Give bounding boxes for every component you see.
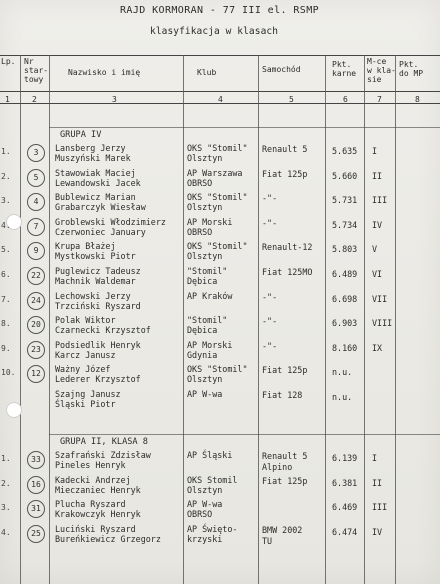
col-divider xyxy=(395,55,396,584)
row-lp: 3. xyxy=(1,503,11,513)
start-number-circle: 12 xyxy=(27,365,45,383)
class-place: I xyxy=(372,146,378,156)
header-pkt-mp: Pkt. do MP xyxy=(399,60,424,78)
driver-name: Podsiedlik Henryk xyxy=(55,339,141,350)
col-divider xyxy=(258,55,259,584)
club-name: "Stomil" xyxy=(187,266,228,276)
codriver-name: Mieczaniec Henryk xyxy=(55,484,141,495)
penalty-points: 5.734 xyxy=(332,219,358,230)
club-name: "Stomil" xyxy=(187,315,228,326)
header-klub: Klub xyxy=(197,68,217,77)
penalty-points: 6.489 xyxy=(332,269,358,279)
col-number: 5 xyxy=(289,95,294,104)
codriver-name: Lewandowski Jacek xyxy=(55,177,141,188)
class-place: II xyxy=(372,170,383,181)
codriver-name: Krakowczyk Henryk xyxy=(55,509,141,520)
driver-name: Lechowski Jerzy xyxy=(55,290,131,301)
header-car: Samochód xyxy=(262,65,301,74)
penalty-points: 5.803 xyxy=(332,244,358,255)
driver-name: Szafrański Zdzisław xyxy=(55,450,151,460)
codriver-name: Karcz Janusz xyxy=(55,349,116,360)
car-model: Fiat 128 xyxy=(262,390,303,400)
penalty-points: n.u. xyxy=(332,367,353,378)
col-number: 8 xyxy=(415,95,420,104)
car-model: -"- xyxy=(262,316,278,327)
header-name: Nazwisko i imię xyxy=(68,68,141,77)
col-divider xyxy=(325,55,326,584)
row-lp: 10. xyxy=(1,368,16,378)
car-model: Renault-12 xyxy=(262,242,313,253)
row-lp: 9. xyxy=(1,343,11,353)
table-top-border xyxy=(0,55,440,56)
club-name: OKS "Stomil" xyxy=(187,364,248,375)
car-model: -"- xyxy=(262,217,278,228)
start-number-circle: 20 xyxy=(27,316,45,334)
penalty-points: 6.381 xyxy=(332,477,358,488)
class-place: IX xyxy=(372,342,383,353)
start-number-circle: 25 xyxy=(27,525,45,543)
driver-name: Luciński Ryszard xyxy=(55,523,136,534)
start-number-circle: 3 xyxy=(27,144,45,162)
row-lp: 7. xyxy=(1,294,11,304)
start-number-circle: 9 xyxy=(27,242,45,260)
row-lp: 4. xyxy=(1,220,11,230)
header-pkt: Pkt. karne xyxy=(332,60,357,78)
car-model: -"- xyxy=(262,340,278,351)
car-model: Fiat 125p xyxy=(262,365,308,376)
start-number-circle: 4 xyxy=(27,193,45,211)
codriver-name: Śląski Piotr xyxy=(55,399,116,409)
penalty-points: 5.660 xyxy=(332,170,358,181)
codriver-name: Machnik Waldemar xyxy=(55,276,136,286)
header-mce: M-ce w kla- sie xyxy=(367,57,396,84)
group-heading: GRUPA II, KLASA 8 xyxy=(60,437,148,447)
club-name: AP Morski xyxy=(187,216,233,227)
driver-name: Puglewicz Tadeusz xyxy=(55,266,141,276)
col-number: 3 xyxy=(112,95,117,104)
club-city: Olsztyn xyxy=(187,484,223,495)
row-lp: 2. xyxy=(1,171,11,181)
driver-name: Stawowiak Maciej xyxy=(55,167,136,178)
penalty-points: 6.698 xyxy=(332,293,358,304)
start-number-circle: 33 xyxy=(27,451,45,469)
car-model: Fiat 125MO xyxy=(262,267,313,277)
car-model: Fiat 125p xyxy=(262,168,308,179)
col-divider xyxy=(20,55,21,584)
class-place: III xyxy=(372,195,388,206)
penalty-points: n.u. xyxy=(332,392,353,402)
start-number-circle: 7 xyxy=(27,218,45,236)
club-city: Olsztyn xyxy=(187,202,223,213)
car-model: -"- xyxy=(262,291,278,302)
col-number: 6 xyxy=(343,95,348,104)
club-name: AP Warszawa xyxy=(187,167,243,178)
club-city: OBRSO xyxy=(187,509,213,520)
class-place: VII xyxy=(372,293,388,304)
driver-name: Szajng Janusz xyxy=(55,389,121,399)
col-divider xyxy=(49,55,50,584)
club-city: Gdynia xyxy=(187,349,218,360)
driver-name: Lansberg Jerzy xyxy=(55,143,126,153)
codriver-name: Trzciński Ryszard xyxy=(55,300,141,311)
codriver-name: Pineles Henryk xyxy=(55,460,126,470)
club-name: AP W-wa xyxy=(187,499,223,510)
club-name: AP Śląski xyxy=(187,450,233,460)
club-name: AP Kraków xyxy=(187,290,233,301)
row-lp: 8. xyxy=(1,319,11,329)
codriver-name: Czerwoniec January xyxy=(55,226,146,237)
codriver-name: Bureńkiewicz Grzegorz xyxy=(55,533,161,544)
club-name: OKS "Stomil" xyxy=(187,143,248,153)
car-model: Renault 5 Alpino xyxy=(262,451,308,472)
class-place: III xyxy=(372,502,388,513)
car-model: Fiat 125p xyxy=(262,475,308,486)
club-name: AP W-wa xyxy=(187,389,223,399)
start-number-circle: 5 xyxy=(27,169,45,187)
class-place: VI xyxy=(372,269,383,279)
penalty-points: 6.469 xyxy=(332,502,358,513)
club-city: OBRSO xyxy=(187,177,213,188)
class-place: II xyxy=(372,477,383,488)
start-number-circle: 16 xyxy=(27,476,45,494)
col-number: 1 xyxy=(5,95,10,104)
codriver-name: Czarnecki Krzysztof xyxy=(55,325,151,336)
group-divider xyxy=(49,434,440,435)
codriver-name: Lederer Krzysztof xyxy=(55,374,141,385)
car-model: Renault 5 xyxy=(262,144,308,154)
header-divider xyxy=(0,91,440,92)
col-number: 2 xyxy=(32,95,37,104)
header-lp: Lp. xyxy=(1,57,16,66)
club-name: AP Morski xyxy=(187,339,233,350)
start-number-circle: 24 xyxy=(27,292,45,310)
club-city: Dębica xyxy=(187,276,218,286)
driver-name: Kadecki Andrzej xyxy=(55,474,131,485)
header-nr: Nr star- towy xyxy=(24,57,49,84)
codriver-name: Mystkowski Piotr xyxy=(55,251,136,262)
club-city: Olsztyn xyxy=(187,153,223,163)
club-city: Olsztyn xyxy=(187,251,223,262)
group-divider xyxy=(49,127,440,128)
row-lp: 5. xyxy=(1,245,11,255)
class-place: I xyxy=(372,453,378,463)
penalty-points: 8.160 xyxy=(332,342,358,353)
class-place: VIII xyxy=(372,318,393,329)
club-city: OBRSO xyxy=(187,226,213,237)
car-model: -"- xyxy=(262,193,278,204)
col-divider xyxy=(364,55,365,584)
club-name: OKS "Stomil" xyxy=(187,192,248,203)
driver-name: Bublewicz Marian xyxy=(55,192,136,203)
row-lp: 4. xyxy=(1,527,11,537)
car-model: BMW 2002 TU xyxy=(262,524,303,546)
penalty-points: 6.903 xyxy=(332,318,358,329)
start-number-circle: 23 xyxy=(27,341,45,359)
penalty-points: 5.635 xyxy=(332,146,358,156)
class-place: IV xyxy=(372,219,383,230)
document-subtitle: klasyfikacja w klasach xyxy=(150,26,279,37)
col-number: 7 xyxy=(377,95,382,104)
row-lp: 1. xyxy=(1,454,11,463)
club-city: Olsztyn xyxy=(187,374,223,385)
penalty-points: 6.474 xyxy=(332,526,358,537)
club-name: OKS "Stomil" xyxy=(187,241,248,252)
codriver-name: Muszyński Marek xyxy=(55,153,131,163)
club-city: Dębica xyxy=(187,325,218,336)
group-heading: GRUPA IV xyxy=(60,130,102,140)
club-name: AP Święto- xyxy=(187,523,238,534)
document-title: RAJD KORMORAN - 77 III el. RSMP xyxy=(120,5,320,16)
driver-name: Krupa Błażej xyxy=(55,241,116,252)
row-lp: 3. xyxy=(1,196,11,206)
row-lp: 6. xyxy=(1,270,11,279)
club-city: krzyski xyxy=(187,533,223,544)
driver-name: Ważny Józef xyxy=(55,364,111,375)
driver-name: Polak Wiktor xyxy=(55,315,116,326)
row-lp: 2. xyxy=(1,478,11,488)
start-number-circle: 31 xyxy=(27,500,45,518)
penalty-points: 6.139 xyxy=(332,453,358,463)
driver-name: Plucha Ryszard xyxy=(55,499,126,510)
col-divider xyxy=(183,55,184,584)
binder-hole xyxy=(6,402,22,418)
row-lp: 1. xyxy=(1,147,11,156)
class-place: IV xyxy=(372,526,383,537)
col-number: 4 xyxy=(218,95,223,104)
club-name: OKS Stomil xyxy=(187,474,238,485)
penalty-points: 5.731 xyxy=(332,195,358,206)
codriver-name: Grabarczyk Wiesław xyxy=(55,202,146,213)
start-number-circle: 22 xyxy=(27,267,45,285)
driver-name: Groblewski Włodzimierz xyxy=(55,216,166,227)
class-place: V xyxy=(372,244,378,255)
